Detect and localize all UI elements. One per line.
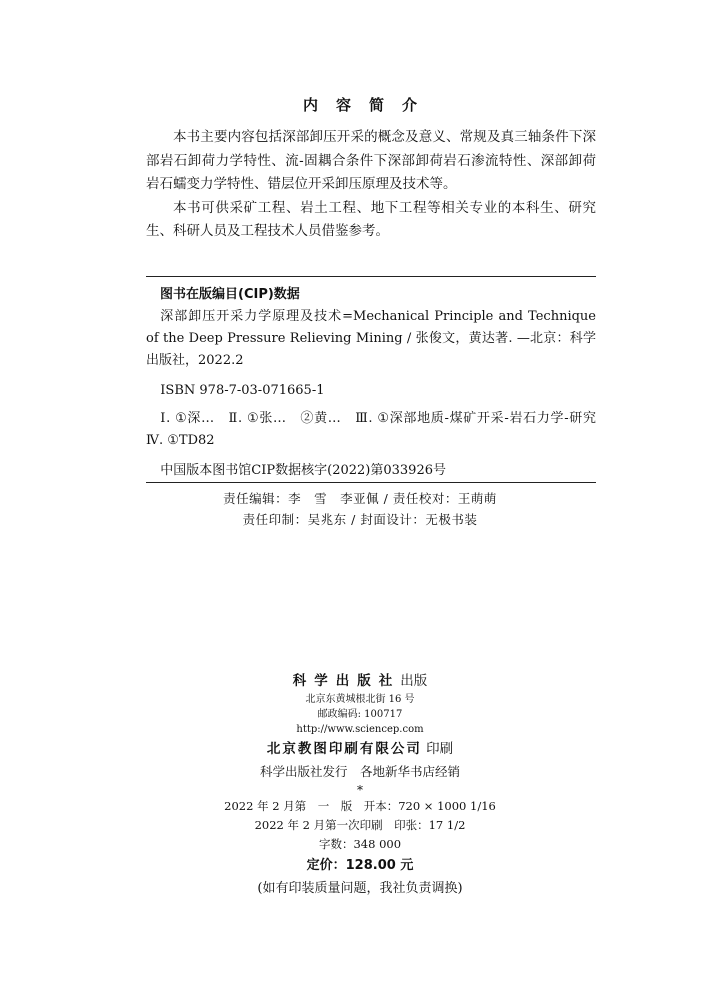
cip-classification: Ⅰ. ①深… Ⅱ. ①张… ②黄… Ⅲ. ①深部地质-煤矿开采-岩石力学-研究 Ⅳ. ①TD82 (146, 411, 610, 448)
publisher-postcode: 邮政编码: 100717 (317, 709, 403, 720)
publisher-website: http://www.sciencep.com (296, 724, 424, 735)
distribution-line: 科学出版社发行 各地新华书店经销 (259, 764, 460, 779)
credits-line-1: 责任编辑：李 雪 李亚佩 / 责任校对：王萌萌 (223, 491, 497, 506)
printer-name: 北京教图印刷有限公司 (266, 741, 422, 757)
credits-line-2: 责任印制：吴兆东 / 封面设计：无极书装 (242, 512, 478, 527)
cip-heading: 图书在版编目(CIP)数据 (160, 287, 300, 302)
editorial-credits (0, 488, 720, 530)
summary-paragraph-2: 本书可供采矿工程、岩土工程、地下工程等相关专业的本科生、研究生、科研人员及工程技术人员借鉴参考。 (146, 199, 596, 239)
summary-paragraph-1: 本书主要内容包括深部卸压开采的概念及意义、常规及真三轴条件下深部岩石卸荷力学特性、流-固耦合条件下深部卸荷岩石渗流特性、深部卸荷岩石蠕变力学特性、错层位开采卸压原理及技术等。 (146, 129, 596, 192)
cip-library-record: 中国版本图书馆CIP数据核字(2022)第033926号 (160, 463, 446, 478)
printer-suffix: 印刷 (426, 741, 454, 757)
price-line: 定价：128.00 元 (306, 858, 414, 873)
printing-line: 2022 年 2 月第一次印刷 印张：17 1/2 (254, 818, 466, 832)
quality-note: (如有印装质量问题，我社负责调换) (257, 881, 463, 896)
cip-top-rule (146, 276, 596, 277)
colophon (0, 670, 720, 900)
publisher-suffix: 出版 (400, 673, 428, 689)
publisher-name: 科学出版社 (292, 673, 401, 689)
edition-line: 2022 年 2 月第 一 版 开本：720 × 1000 1/16 (224, 799, 496, 813)
word-count-line: 字数：348 000 (318, 837, 402, 851)
publisher-line (0, 670, 720, 692)
cip-bottom-rule (146, 482, 596, 483)
summary-text (146, 126, 596, 244)
cip-isbn: ISBN 978-7-03-071665-1 (160, 383, 325, 398)
publisher-address: 北京东黄城根北街 16 号 (305, 694, 415, 705)
summary-title: 内容简介 (302, 96, 435, 114)
cip-record: 深部卸压开采力学原理及技术=Mechanical Principle and Technique of the Deep Pressure Relieving Mining / 张俊文，黄达著. —北京：科学出版社，2022.2 (146, 309, 596, 368)
cip-body (146, 306, 610, 490)
printer-line (0, 737, 720, 761)
separator-star: * (357, 783, 363, 797)
